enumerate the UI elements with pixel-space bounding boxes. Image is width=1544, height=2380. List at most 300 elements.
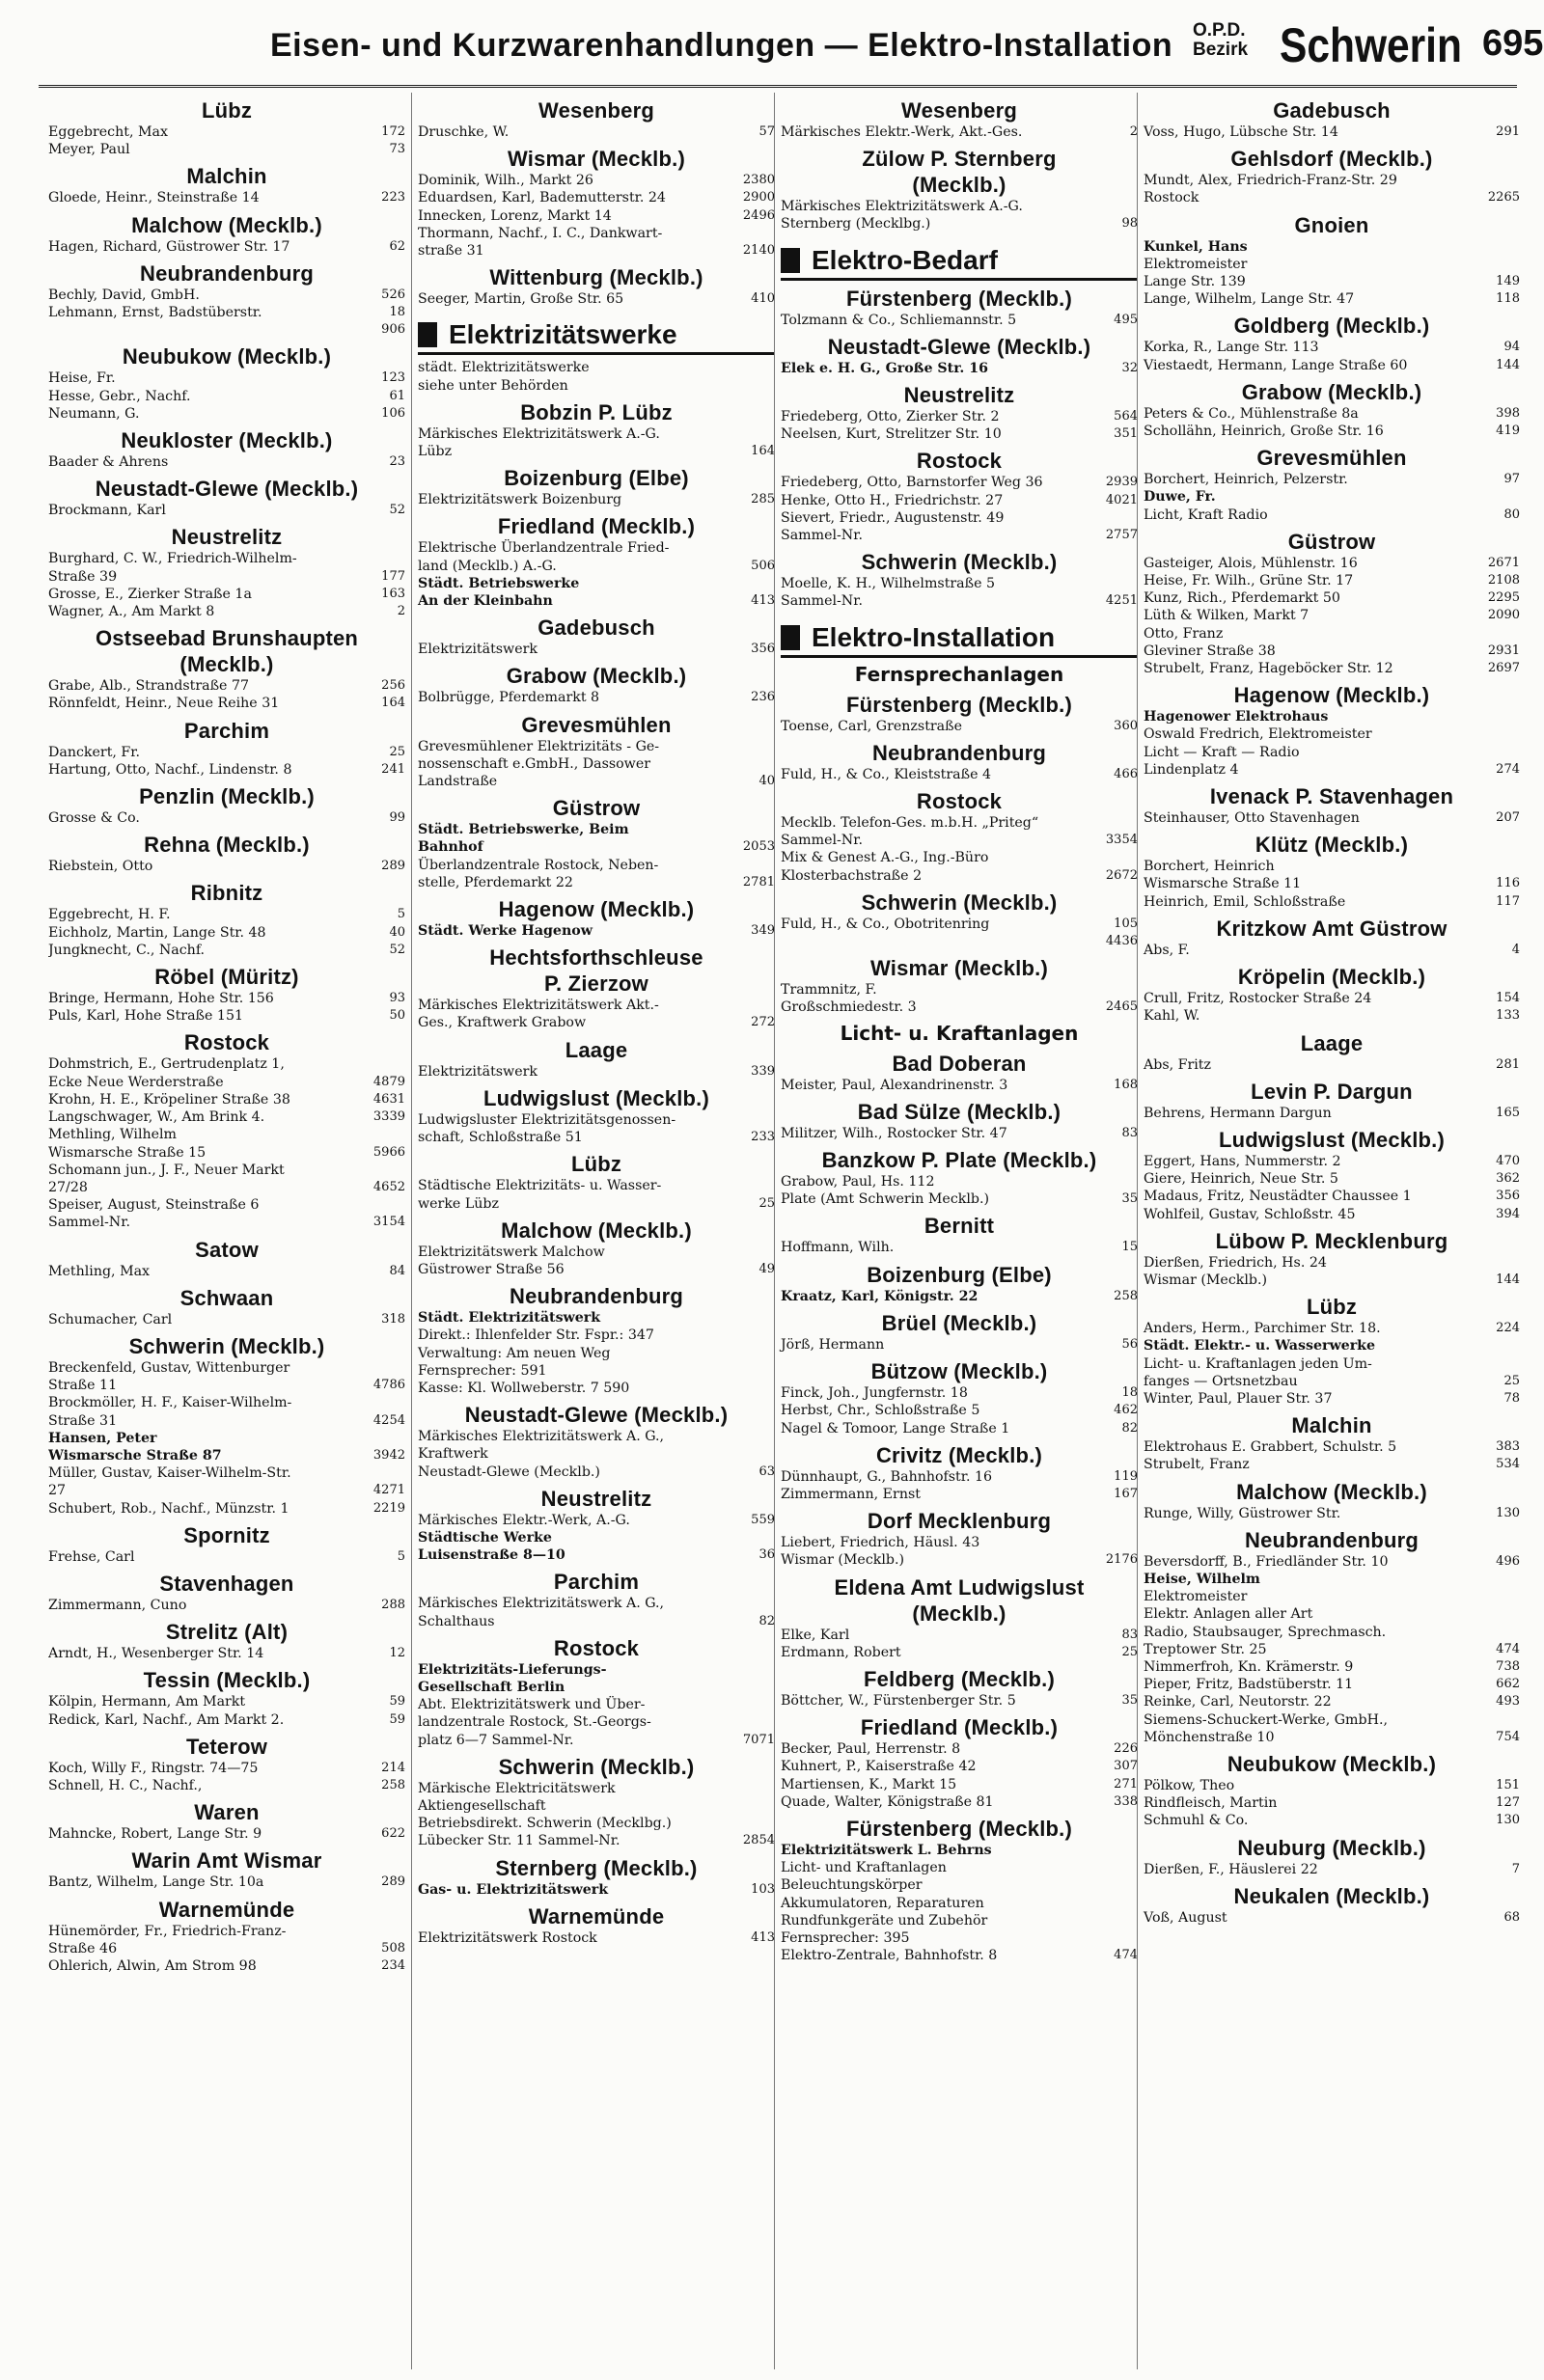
entry-text: Bantz, Wilhelm, Lange Str. 10a <box>48 1874 264 1891</box>
directory-entry <box>781 408 1138 425</box>
entry-text: Mecklb. Telefon-Ges. m.b.H. „Priteg“ Sammel-Nr. <box>781 815 1039 849</box>
phone-number: 167 <box>1114 1486 1138 1501</box>
phone-number: 164 <box>381 696 405 711</box>
directory-entry <box>1144 256 1520 290</box>
entry-text: Speiser, August, Steinstraße 6 Sammel-Nr. <box>48 1197 260 1231</box>
town-heading: Friedland (Mecklb.) <box>497 514 696 539</box>
town-heading: Teterow <box>185 1734 268 1759</box>
directory-entry <box>418 539 775 574</box>
entry-text: Städt. Elektr.- u. Wasserwerke <box>1144 1338 1376 1354</box>
town-heading: Malchow (Mecklb.) <box>501 1217 692 1243</box>
phone-number: 413 <box>751 1929 775 1945</box>
directory-entry <box>48 287 405 304</box>
directory-entry <box>1144 555 1520 572</box>
phone-number: 241 <box>381 761 405 777</box>
town-heading: Rostock <box>553 1635 640 1660</box>
entry-text: Dünnhaupt, G., Bahnhofstr. 16 <box>781 1468 993 1485</box>
entry-text: Voß, August <box>1144 1909 1227 1926</box>
directory-entry <box>48 388 405 405</box>
directory-entry <box>1144 1676 1520 1693</box>
town-heading: Parchim <box>183 718 270 743</box>
entry-text: Märkische Elektricitätswerk Aktiengesellschaft Betriebsdirekt. Schwerin (Mecklbg.) Lübecker Str. 11 Sammel-Nr. <box>418 1780 672 1849</box>
town-heading: Güstrow <box>552 796 641 821</box>
town-heading: Neubrandenburg <box>1244 1527 1420 1552</box>
phone-number: 351 <box>1114 426 1138 442</box>
directory-entry <box>48 677 405 695</box>
entry-text: Dierßen, Friedrich, Hs. 24 Wismar (Mecklb.) <box>1144 1254 1327 1288</box>
entry-text: Eggert, Hans, Nummerstr. 2 <box>1144 1153 1341 1169</box>
directory-entry <box>781 1534 1138 1569</box>
phone-number: 59 <box>389 1711 405 1727</box>
phone-number: 130 <box>1496 1505 1520 1520</box>
directory-entry <box>781 766 1138 783</box>
directory-entry <box>418 1244 775 1278</box>
directory-entry <box>1144 589 1520 607</box>
phone-number: 349 <box>751 923 775 939</box>
phone-number: 214 <box>381 1760 405 1775</box>
phone-number: 258 <box>1114 1288 1138 1303</box>
directory-entry <box>418 425 775 460</box>
entry-text: Martiensen, K., Markt 15 <box>781 1776 957 1792</box>
entry-text: Voss, Hugo, Lübsche Str. 14 <box>1144 124 1338 140</box>
phone-number: 2939 <box>1105 475 1138 490</box>
entry-text: Abs, F. <box>1144 942 1190 958</box>
town-heading: Lübz <box>570 1152 622 1177</box>
directory-entry <box>1144 1777 1520 1794</box>
phone-number: 413 <box>751 593 775 609</box>
phone-number: 130 <box>1496 1813 1520 1828</box>
town-heading: Gehlsdorf (Mecklb.) <box>1230 147 1433 172</box>
entry-text: Crull, Fritz, Rostocker Straße 24 <box>1144 991 1372 1007</box>
town-heading: Schwerin (Mecklb.) <box>498 1754 695 1779</box>
town-heading: Lübz <box>1306 1295 1358 1320</box>
entry-text: Bolbrügge, Pferdemarkt 8 <box>418 690 600 706</box>
town-heading: Tessin (Mecklb.) <box>143 1668 311 1693</box>
phone-number: 35 <box>1121 1191 1138 1207</box>
phone-number: 56 <box>1121 1336 1138 1352</box>
town-heading: Kritzkow Amt Güstrow <box>1216 916 1448 941</box>
entry-text: Schumacher, Carl <box>48 1311 173 1327</box>
directory-entry <box>48 1597 405 1614</box>
directory-entry <box>1144 1105 1520 1122</box>
entry-text: Hoffmann, Wilh. <box>781 1240 895 1256</box>
phone-number: 271 <box>1114 1776 1138 1792</box>
entry-text: Eggebrecht, Max <box>48 124 168 140</box>
entry-text: Rönnfeldt, Heinr., Neue Reihe 31 <box>48 696 280 712</box>
town-heading: Neustrelitz <box>540 1486 652 1511</box>
phone-number: 62 <box>389 238 405 254</box>
entry-text: Arndt, H., Wesenberger Str. 14 <box>48 1646 264 1662</box>
entry-text: Elektrizitätswerk L. Behrns <box>781 1842 992 1858</box>
phone-number: 3354 <box>1105 833 1138 848</box>
town-heading: Neuburg (Mecklb.) <box>1237 1835 1426 1860</box>
entry-text: Runge, Willy, Güstrower Str. <box>1144 1505 1341 1521</box>
directory-entry <box>781 198 1138 233</box>
entry-text: Heise, Wilhelm <box>1144 1571 1260 1587</box>
entry-text: Böttcher, W., Fürstenberger Str. 5 <box>781 1692 1016 1709</box>
subsection-heading: Fernsprechanlagen <box>854 662 1064 686</box>
town-heading: Waren <box>194 1800 260 1825</box>
page-number: 695 <box>1482 23 1544 64</box>
phone-number: 559 <box>751 1512 775 1527</box>
column-4 <box>1137 93 1520 2369</box>
entry-text: Elektrizitätswerk Rostock <box>418 1929 597 1946</box>
directory-entry <box>418 1111 775 1146</box>
directory-entry <box>781 360 1138 377</box>
entry-text: Friedeberg, Otto, Zierker Str. 2 <box>781 409 1000 425</box>
directory-entry <box>1144 1588 1520 1658</box>
directory-entry <box>1144 1254 1520 1289</box>
phone-number: 4 <box>1511 942 1520 957</box>
directory-entry <box>48 141 405 158</box>
phone-number: 7 <box>1511 1861 1520 1876</box>
directory-entry <box>781 718 1138 735</box>
phone-number: 526 <box>381 287 405 302</box>
entry-text: städt. Elektrizitätswerke siehe unter Behörden <box>418 360 590 394</box>
directory-entry <box>781 1776 1138 1793</box>
town-heading: Crivitz (Mecklb.) <box>875 1442 1043 1467</box>
phone-number: 339 <box>751 1063 775 1079</box>
phone-number: 508 <box>381 1940 405 1956</box>
entry-text: Pölkow, Theo <box>1144 1777 1235 1793</box>
directory-entry <box>418 689 775 706</box>
phone-number: 36 <box>758 1547 775 1563</box>
entry-text: Militzer, Wilh., Rostocker Str. 47 <box>781 1125 1007 1141</box>
entry-text: Abt. Elektrizitätswerk und Über- landzentrale Rostock, St.-Georgs- platz 6—7 Sammel-Nr. <box>418 1697 651 1748</box>
phone-number: 25 <box>1121 1644 1138 1659</box>
entry-text: Dohmstrich, E., Gertrudenplatz 1, Ecke Neue Werderstraße <box>48 1056 285 1090</box>
page-header <box>39 0 1544 88</box>
entry-text: Kuhnert, P., Kaiserstraße 42 <box>781 1759 977 1775</box>
phone-number: 534 <box>1496 1457 1520 1472</box>
entry-text: Toense, Carl, Grenzstraße <box>781 718 963 734</box>
entry-text: Heinrich, Emil, Schloßstraße <box>1144 893 1346 910</box>
phone-number: 474 <box>1114 1948 1138 1963</box>
phone-number: 127 <box>1496 1795 1520 1811</box>
phone-number: 80 <box>1503 506 1520 522</box>
phone-number: 356 <box>1496 1189 1520 1204</box>
phone-number: 274 <box>1496 761 1520 777</box>
phone-number: 362 <box>1496 1171 1520 1187</box>
entry-text: Sievert, Friedr., Augustenstr. 49 Sammel-Nr. <box>781 509 1005 544</box>
entry-text: Städtische Werke Luisenstraße 8—10 <box>418 1529 565 1564</box>
phone-number: 496 <box>1496 1553 1520 1569</box>
section-marker-icon <box>781 248 800 273</box>
directory-entry <box>418 1063 775 1081</box>
phone-number: 2295 <box>1487 590 1520 606</box>
entry-text: Märkisches Elektrizitätswerk A.-G. Lübz <box>418 425 660 460</box>
directory-entry <box>781 1288 1138 1305</box>
entry-text: Bechly, David, GmbH. <box>48 287 200 303</box>
phone-number: 84 <box>389 1263 405 1278</box>
phone-number: 288 <box>381 1597 405 1612</box>
directory-entry <box>418 821 775 856</box>
directory-entry <box>48 761 405 779</box>
directory-entry <box>781 1740 1138 1758</box>
entry-text: Grabe, Alb., Strandstraße 77 <box>48 678 250 695</box>
directory-entry <box>1144 1007 1520 1025</box>
phone-number: 40 <box>389 924 405 940</box>
column-3 <box>774 93 1138 2369</box>
entry-text: Kraatz, Karl, Königstr. 22 <box>781 1288 979 1304</box>
entry-text: Elektrizitäts-Lieferungs- Gesellschaft Berlin <box>418 1661 607 1695</box>
town-heading: Rostock <box>916 449 1003 474</box>
directory-entry <box>48 1091 405 1108</box>
entry-text: Liebert, Friedrich, Häusl. 43 Wismar (Mecklb.) <box>781 1535 980 1569</box>
entry-text: Herbst, Chr., Schloßstraße 5 <box>781 1403 980 1419</box>
town-heading: Röbel (Müritz) <box>154 965 299 990</box>
directory-entry <box>1144 1812 1520 1829</box>
directory-entry <box>1144 1794 1520 1812</box>
entry-text: Elektro-Zentrale, Bahnhofstr. 8 <box>781 1948 998 1964</box>
phone-number: 23 <box>389 454 405 470</box>
phone-number: 40 <box>758 774 775 789</box>
town-heading: Wesenberg <box>538 98 654 123</box>
directory-entry <box>781 1947 1138 1964</box>
directory-entry <box>1144 290 1520 308</box>
entry-text: Korka, R., Lange Str. 113 <box>1144 340 1319 356</box>
town-heading: Boizenburg (Elbe) <box>867 1262 1052 1287</box>
directory-entry <box>418 225 775 260</box>
directory-entry <box>1144 1188 1520 1205</box>
directory-entry <box>1144 1861 1520 1878</box>
directory-entry <box>48 744 405 761</box>
phone-number: 5966 <box>372 1144 405 1160</box>
section-marker-icon <box>418 322 437 347</box>
directory-entry <box>781 1468 1138 1486</box>
directory-entry <box>418 641 775 658</box>
town-heading: Ludwigslust (Mecklb.) <box>483 1085 709 1110</box>
entry-text: Grabow, Paul, Hs. 112 Plate (Amt Schwerin Mecklb.) <box>781 1174 990 1208</box>
directory-entry <box>1144 238 1520 256</box>
town-heading: Warnemünde <box>158 1897 295 1922</box>
entry-text: Städt. Betriebswerke An der Kleinbahn <box>418 575 580 610</box>
directory-entry <box>781 1173 1138 1208</box>
entry-text: Elektrizitätswerk Malchow Güstrower Straße 56 <box>418 1244 605 1277</box>
entry-text: Quade, Walter, Königstraße 81 <box>781 1793 994 1810</box>
phone-number: 291 <box>1496 124 1520 139</box>
town-heading: Bobzin P. Lübz <box>520 399 673 424</box>
phone-number: 410 <box>751 291 775 307</box>
phone-number: 93 <box>389 991 405 1006</box>
entry-text: Tolzmann & Co., Schliemannstr. 5 <box>781 312 1017 328</box>
entry-text: Zimmermann, Cuno <box>48 1597 187 1613</box>
directory-entry <box>781 575 1138 610</box>
phone-number: 493 <box>1496 1694 1520 1710</box>
directory-entry <box>48 990 405 1007</box>
town-heading: Ostseebad Brunshaupten (Mecklb.) <box>95 626 359 677</box>
town-heading: Laage <box>565 1037 628 1062</box>
directory-entry <box>418 1512 775 1529</box>
directory-entry <box>48 942 405 959</box>
phone-number: 82 <box>1121 1420 1138 1436</box>
entry-text: Märkisches Elektr.-Werk, A.-G. <box>418 1512 630 1528</box>
directory-entry <box>48 405 405 423</box>
town-heading: Neustadt-Glewe (Mecklb.) <box>827 334 1091 359</box>
entry-text: Friedeberg, Otto, Barnstorfer Weg 36 <box>781 475 1043 491</box>
entry-text: Elektrizitätswerk <box>418 642 538 658</box>
directory-entry <box>781 1125 1138 1142</box>
entry-text: Seeger, Martin, Große Str. 65 <box>418 291 624 308</box>
entry-text: Anders, Herm., Parchimer Str. 18. <box>1144 1321 1381 1337</box>
town-heading: Strelitz (Alt) <box>165 1620 289 1645</box>
entry-text: Thormann, Nachf., I. C., Dankwart- straße 31 <box>418 225 663 260</box>
entry-text: Hesse, Gebr., Nachf. <box>48 388 191 404</box>
entry-text: Puls, Karl, Hohe Straße 151 <box>48 1008 243 1025</box>
directory-entry <box>1144 423 1520 440</box>
phone-number: 52 <box>389 503 405 518</box>
directory-entry <box>48 1645 405 1662</box>
directory-entry <box>48 603 405 620</box>
entry-text: Borchert, Heinrich Wismarsche Straße 11 <box>1144 859 1302 892</box>
entry-text: Peters & Co., Mühlenstraße 8a <box>1144 405 1359 422</box>
town-heading: Bad Sülze (Mecklb.) <box>857 1099 1062 1124</box>
directory-entry <box>781 492 1138 509</box>
entry-text: Reinke, Carl, Neutorstr. 22 <box>1144 1694 1332 1710</box>
directory-entry <box>781 1842 1138 1859</box>
phone-number: 2672 <box>1105 867 1138 883</box>
phone-number: 25 <box>758 1195 775 1211</box>
directory-entry <box>48 858 405 875</box>
directory-entry <box>418 922 775 940</box>
entry-text: Innecken, Lorenz, Markt 14 <box>418 207 612 224</box>
entry-text: Märkisches Elektrizitätswerk Akt.- Ges., Kraftwerk Grabow <box>418 998 659 1031</box>
directory-entry <box>48 1874 405 1891</box>
phone-number: 2140 <box>742 243 775 259</box>
entry-text: Redick, Karl, Nachf., Am Markt 2. <box>48 1711 285 1728</box>
entry-text: Schmuhl & Co. <box>1144 1813 1249 1829</box>
entry-text: Hagen, Richard, Güstrower Str. 17 <box>48 238 290 255</box>
directory-entry <box>418 997 775 1031</box>
entry-text: Nagel & Tomoor, Lange Straße 1 <box>781 1420 1010 1436</box>
entry-text: Otto, Franz Gleviner Straße 38 <box>1144 625 1276 659</box>
directory-entry <box>48 1464 405 1499</box>
phone-number: 564 <box>1114 409 1138 424</box>
phone-number: 2465 <box>1105 999 1138 1015</box>
directory-entry <box>48 586 405 603</box>
entry-text: Behrens, Hermann Dargun <box>1144 1105 1332 1121</box>
entry-text: Frehse, Carl <box>48 1548 135 1565</box>
directory-entry <box>781 312 1138 329</box>
directory-entry <box>418 1780 775 1850</box>
directory-entry <box>1144 1553 1520 1571</box>
entry-text: Schnell, H. C., Nachf., <box>48 1777 203 1793</box>
town-heading: Fürstenberg (Mecklb.) <box>845 1816 1072 1841</box>
directory-entry <box>418 1661 775 1696</box>
directory-entry <box>1144 405 1520 423</box>
directory-entry <box>418 1309 775 1327</box>
directory-entry <box>48 906 405 923</box>
phone-number: 622 <box>381 1826 405 1842</box>
directory-entry <box>781 849 1138 884</box>
town-heading: Malchin <box>1291 1413 1372 1438</box>
entry-text: Fuld, H., & Co., Kleiststraße 4 <box>781 766 992 782</box>
entry-text: Eichholz, Martin, Lange Str. 48 <box>48 924 266 941</box>
town-heading: Parchim <box>553 1570 640 1595</box>
entry-text: Beversdorff, B., Friedländer Str. 10 <box>1144 1553 1389 1570</box>
directory-entry <box>418 1177 775 1212</box>
phone-number: 754 <box>1496 1729 1520 1744</box>
directory-entry <box>781 425 1138 443</box>
directory-entry <box>1144 123 1520 141</box>
directory-entry <box>418 1929 775 1947</box>
entry-text: Schollähn, Heinrich, Große Str. 16 <box>1144 424 1384 440</box>
phone-number: 25 <box>389 744 405 759</box>
directory-entry <box>1144 1170 1520 1188</box>
entry-text: Winter, Paul, Plauer Str. 37 <box>1144 1390 1333 1407</box>
directory-entry <box>781 1077 1138 1094</box>
entry-text: Märkisches Elektrizitätswerk A.-G. Sternberg (Mecklbg.) <box>781 199 1023 233</box>
entry-text: Langschwager, W., Am Brink 4. <box>48 1109 265 1126</box>
entry-text: Jungknecht, C., Nachf. <box>48 942 206 958</box>
directory-entry <box>418 1881 775 1899</box>
phone-number: 224 <box>1496 1321 1520 1336</box>
entry-text: Giere, Heinrich, Neue Str. 5 <box>1144 1171 1338 1188</box>
directory-entry <box>1144 990 1520 1007</box>
section-heading: Elektro-Bedarf <box>781 243 1138 281</box>
town-heading: Wittenburg (Mecklb.) <box>489 265 703 290</box>
phone-number: 506 <box>751 558 775 573</box>
directory-entry <box>781 1336 1138 1354</box>
column-2 <box>411 93 775 2369</box>
town-heading: Rostock <box>916 789 1003 814</box>
phone-number: 2 <box>1129 124 1138 139</box>
entry-text: Krohn, H. E., Kröpeliner Straße 38 <box>48 1091 290 1108</box>
entry-text: Finck, Joh., Jungfernstr. 18 <box>781 1385 968 1402</box>
phone-number: 25 <box>1503 1373 1520 1388</box>
directory-entry <box>1144 1693 1520 1710</box>
directory-entry <box>1144 1390 1520 1408</box>
phone-number: 4652 <box>372 1179 405 1194</box>
directory-entry <box>1144 893 1520 911</box>
town-heading: Fürstenberg (Mecklb.) <box>845 286 1072 311</box>
phone-number: 256 <box>381 678 405 694</box>
directory-entry <box>48 1957 405 1975</box>
directory-entry <box>418 491 775 508</box>
directory-entry <box>48 1126 405 1161</box>
phone-number: 116 <box>1496 876 1520 891</box>
town-heading: Bernitt <box>924 1214 995 1239</box>
phone-number: 94 <box>1503 340 1520 355</box>
phone-number: 419 <box>1496 424 1520 439</box>
phone-number: 318 <box>381 1311 405 1327</box>
entry-text: Wohlfeil, Gustav, Schloßstr. 45 <box>1144 1206 1356 1222</box>
entry-text: Siemens-Schuckert-Werke, GmbH., Mönchenstraße 10 <box>1144 1711 1388 1745</box>
directory-entry <box>48 189 405 206</box>
directory-entry <box>48 123 405 141</box>
entry-text: Grosse, E., Zierker Straße 1a <box>48 586 252 602</box>
entry-text: Viestaedt, Hermann, Lange Straße 60 <box>1144 357 1408 373</box>
phone-number: 57 <box>758 124 775 139</box>
phone-number: 2219 <box>372 1500 405 1516</box>
phone-number: 2697 <box>1487 661 1520 676</box>
directory-entry <box>1144 607 1520 624</box>
entry-text: Strubelt, Franz <box>1144 1457 1250 1473</box>
phone-number: 4879 <box>372 1074 405 1089</box>
entry-text: Eduardsen, Karl, Bademutterstr. 24 <box>418 190 666 206</box>
entry-text: Hartung, Otto, Nachf., Lindenstr. 8 <box>48 761 292 778</box>
phone-number: 2176 <box>1105 1552 1138 1568</box>
phone-number: 2380 <box>742 173 775 188</box>
phone-number: 2854 <box>742 1833 775 1848</box>
phone-number: 4786 <box>372 1378 405 1393</box>
phone-number: 2090 <box>1487 608 1520 623</box>
directory-entry <box>1144 1153 1520 1170</box>
phone-number: 338 <box>1114 1793 1138 1809</box>
entry-text: Elektrizitätswerk <box>418 1063 538 1080</box>
town-heading: Lübz <box>201 98 253 123</box>
phone-number: 106 <box>381 405 405 421</box>
